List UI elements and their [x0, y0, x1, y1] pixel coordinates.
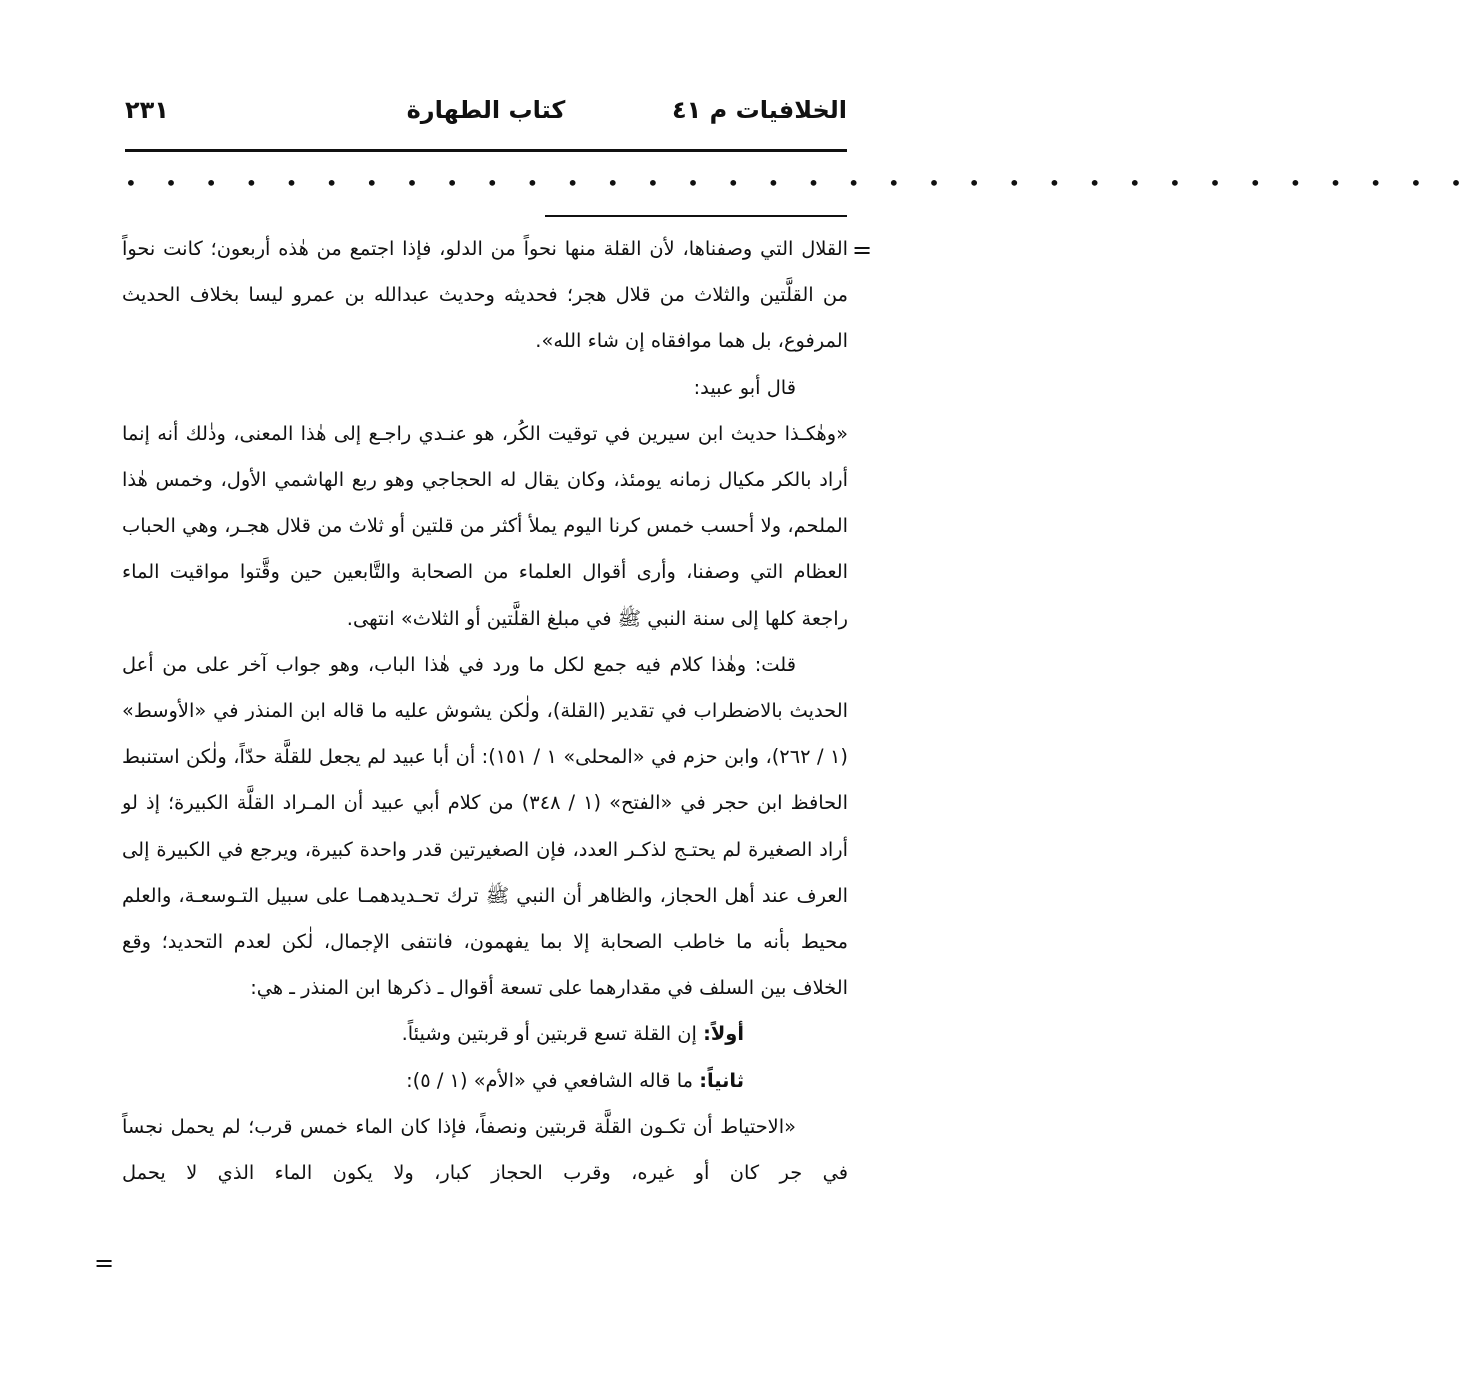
- paragraph-first-opinion: [122, 1011, 848, 1057]
- omitted-text-dots: • • • • • • • • • • • • • • • • • • • • • • • • • • • • • • • • • •: [125, 171, 1473, 195]
- header-rule: [125, 149, 847, 152]
- second-opinion-text: ما قاله الشافعي في «الأم» (١ / ٥):: [406, 1068, 694, 1092]
- paragraph-second-opinion: [122, 1058, 848, 1104]
- footnote-separator-rule: [545, 215, 847, 217]
- paragraph-intro: القلال التي وصفناها، لأن القلة منها نحواً من الدلو، فإذا اجتمع من هٰذه أربعون؛ كانت نحواً من القلَّتين والثلاث من قلال هجر؛ فحديثه وحديث عبدالله بن عمرو ليسا بخلاف الحديث المرفوع، بل هما موافقاه إن شاء الله».: [122, 237, 848, 353]
- chapter-title: كتاب الطهارة: [406, 96, 566, 124]
- paragraph-shafii-quote: «الاحتياط أن تكـون القلَّة قربتين ونصفاً، فإذا كان الماء خمس قرب؛ لم يحمل نجساً في جر كان أو غيره، وقرب الحجاز كبار، ولا يكون الماء الذي لا يحمل: [122, 1114, 848, 1185]
- first-opinion-text: إن القلة تسع قربتين أو قربتين وشيئاً.: [401, 1022, 697, 1046]
- paragraph-abu-ubaid-quote: «وهٰكـذا حديث ابن سيرين في توقيت الكُر، هو عنـدي راجـع إلى هٰذا المعنى، وذٰلك أنه إنما أراد بالكر مكيال زمانه يومئذ، وكان يقال له الحجاجي وهو ربع الهاشمي الأول، وخمس هٰذا الملحم، ولا أحسب خمس كرنا اليوم يملأ أكثر من قلتين أو ثلاث من قلال هجـر، وهي الحباب العظام التي وصفنا، وأرى أقوال العلماء من الصحابة والتَّابعين حين وقَّتوا مواقيت الماء راجعة كلها إلى سنة النبي ﷺ في مبلغ القلَّتين أو الثلاث» انتهى.: [122, 421, 848, 630]
- page-header: [125, 96, 847, 136]
- running-title: الخلافيات م ٤١: [672, 96, 847, 124]
- paragraph-commentary: قلت: وهٰذا كلام فيه جمع لكل ما ورد في هٰذا الباب، وهو جواب آخر على من أعل الحديث بالاضطراب في تقدير (القلة)، ولٰكن يشوش عليه ما قاله ابن المنذر في «الأوسط» (١ / ٢٦٢)، وابن حزم في «المحلى» ١ / ١٥١): أن أبا عبيد لم يجعل للقلَّة حدّاً، ولٰكن استنبط الحافظ ابن حجر في «الفتح» (١ / ٣٤٨) من كلام أبي عبيد أن المـراد القلَّة الكبيرة؛ إذ لو أراد الصغيرة لم يحتـج لذكـر العدد، فإن الصغيرتين قدر واحدة كبيرة، ويرجع في الكبيرة إلى العرف عند أهل الحجاز، والظاهر أن النبي ﷺ ترك تحـديدهمـا على سبيل التـوسعـة، والعلم محيط بأنه ما خاطب الصحابة إلا بما يفهمون، فانتفى الإجمال، لٰكن لعدم التحديد؛ وقع الخلاف بين السلف في مقدارهما على تسعة أقوال ـ ذكرها ابن المنذر ـ هي:: [122, 652, 848, 1000]
- first-opinion-label: أولاً:: [703, 1022, 744, 1046]
- second-opinion-label: ثانياً:: [699, 1068, 744, 1092]
- continuation-mark-start: =: [852, 236, 873, 264]
- paragraph-abu-ubaid-heading: قال أبو عبيد:: [693, 375, 796, 399]
- continuation-mark-end: =: [94, 1249, 115, 1277]
- page-number: ٢٣١: [125, 96, 169, 124]
- footnote-body: [122, 226, 848, 1196]
